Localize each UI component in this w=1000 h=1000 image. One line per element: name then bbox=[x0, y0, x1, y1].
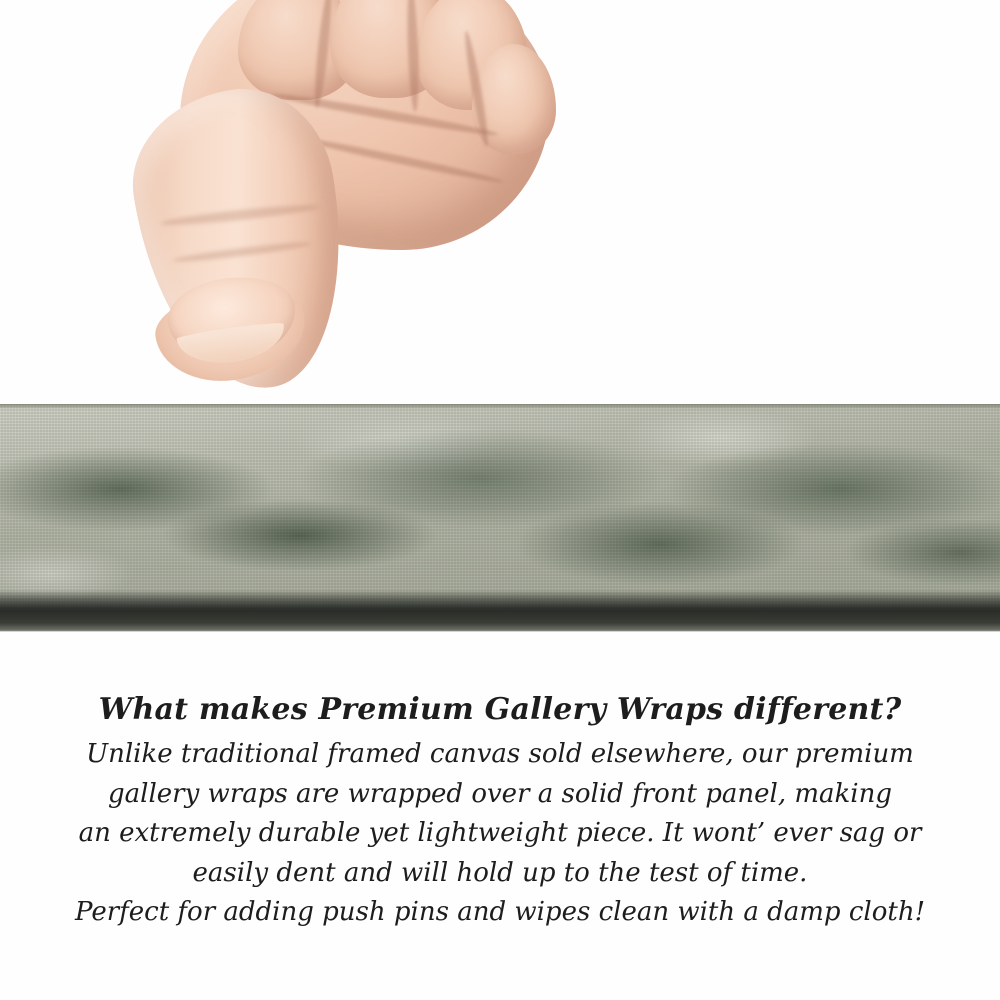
canvas-underside-edge bbox=[0, 612, 1000, 632]
hand-illustration bbox=[120, 0, 540, 410]
hand-photo-region bbox=[0, 0, 1000, 410]
canvas-weave-texture bbox=[0, 404, 1000, 616]
caption-heading: What makes Premium Gallery Wraps different? bbox=[98, 692, 902, 727]
canvas-top-edge bbox=[0, 404, 1000, 409]
caption-line-3: an extremely durable yet lightweight piece. It wont’ ever sag or bbox=[78, 818, 922, 849]
caption-body bbox=[0, 735, 1000, 933]
gallery-wrap-canvas-edge bbox=[0, 404, 1000, 616]
caption-block bbox=[0, 690, 1000, 933]
caption-line-5: Perfect for adding push pins and wipes clean with a damp cloth! bbox=[75, 897, 926, 928]
caption-line-1: Unlike traditional framed canvas sold elsewhere, our premium bbox=[86, 739, 914, 770]
caption-line-2: gallery wraps are wrapped over a solid front panel, making bbox=[108, 778, 892, 809]
caption-line-4: easily dent and will hold up to the test of time. bbox=[192, 857, 808, 888]
